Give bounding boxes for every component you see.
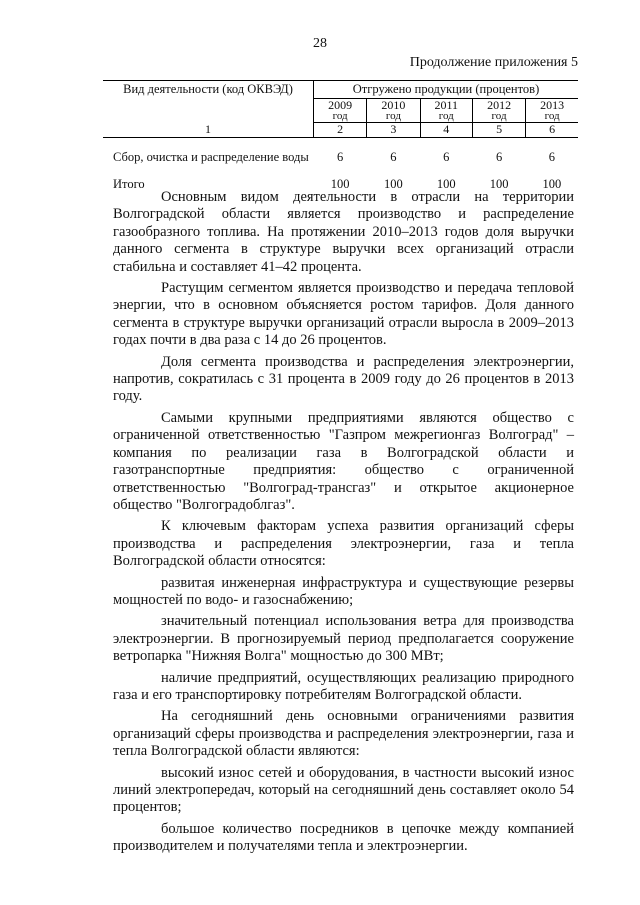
row-value: 100 <box>330 177 350 192</box>
year-unit: год <box>385 109 401 122</box>
column-number-row <box>103 122 578 137</box>
table-row <box>103 165 578 192</box>
paragraph: Самыми крупными предприятиями являются общество с ограниченной ответственностью "Газпром межрегионгаз Волгоград" – компания по реализации газа в Волгоградской области и газотранспортные предприятия: общество с ограниченной ответственностью "Волгоград-трансгаз" и открытое акционерное общество "Волгоградоблгаз". <box>113 409 574 513</box>
row-value: 6 <box>390 150 397 165</box>
column-number: 3 <box>367 122 420 137</box>
column-number: 1 <box>103 122 314 137</box>
year-unit: год <box>332 109 348 122</box>
row-value: 6 <box>548 150 555 165</box>
year-value: 2010 <box>381 98 406 113</box>
list-paragraph: высокий износ сетей и оборудования, в частности высокий износ линий электропередач, который на сегодняшний день составляет около 54 процентов; <box>113 764 574 816</box>
row-value: 6 <box>443 150 450 165</box>
row-name: Итого <box>113 177 145 192</box>
year-unit: год <box>438 109 454 122</box>
list-paragraph: значительный потенциал использования ветра для производства электроэнергии. В прогнозируемый период предполагается сооружение ветропарка "Нижняя Волга" мощностью до 300 МВт; <box>113 613 574 665</box>
year-header <box>526 99 578 122</box>
row-value: 100 <box>384 177 403 192</box>
column-number: 2 <box>314 122 367 137</box>
table-header-row <box>103 81 578 99</box>
table-row <box>103 137 578 165</box>
list-paragraph: развитая инженерная инфраструктура и существующие резервы мощностей по водо- и газоснабжению; <box>113 574 574 608</box>
year-unit: год <box>491 109 507 122</box>
shipment-table <box>103 80 578 192</box>
row-name: Сбор, очистка и распределение воды <box>113 150 309 165</box>
paragraph: Растущим сегментом является производство и передача тепловой энергии, что в основном объясняется ростом тарифов. Доля данного сегмента в структуре выручки организаций отрасли выросла в 2009–2013 годах почти в два раза с 14 до 26 процентов. <box>113 280 574 349</box>
column-number: 4 <box>420 122 472 137</box>
year-header <box>420 99 472 122</box>
appendix-continuation-label: Продолжение приложения 5 <box>409 55 578 70</box>
row-value: 100 <box>489 177 509 192</box>
row-value: 6 <box>337 150 344 165</box>
column-header-activity: Вид деятельности (код ОКВЭД) <box>103 81 314 123</box>
column-number: 5 <box>472 122 525 137</box>
year-unit: год <box>544 109 560 122</box>
paragraph: Основным видом деятельности в отрасли на территории Волгоградской области является производство и распределение газообразного топлива. На протяжении 2010–2013 годов доля выручки данного сегмента в структуре выручки всех организаций отрасли стабильна и составляет 41–42 процента. <box>113 189 574 275</box>
column-number: 6 <box>526 122 578 137</box>
list-paragraph: большое количество посредников в цепочке между компанией производителем и получателями тепла и электроэнергии. <box>113 820 574 855</box>
year-value: 2012 <box>487 98 512 113</box>
paragraph: Доля сегмента производства и распределения электроэнергии, напротив, сократилась с 31 процента в 2009 году до 26 процентов в 2013 году. <box>113 353 574 405</box>
column-header-shipped: Отгружено продукции (процентов) <box>314 81 579 99</box>
paragraph: На сегодняшний день основными ограничениями развития организаций сферы производства и распределения электроэнергии, газа и тепла Волгоградской области являются: <box>113 708 574 760</box>
year-header <box>367 99 420 122</box>
row-value: 100 <box>436 177 456 192</box>
year-header <box>314 99 367 122</box>
row-value: 6 <box>495 150 503 165</box>
paragraph: К ключевым факторам успеха развития организаций сферы производства и распределения электроэнергии, газа и тепла Волгоградской области относятся: <box>113 518 574 570</box>
page-number: 28 <box>313 36 327 51</box>
year-value: 2013 <box>540 98 565 113</box>
year-value: 2009 <box>328 98 353 113</box>
body-text <box>113 189 574 860</box>
year-header <box>472 99 525 122</box>
row-value: 100 <box>542 177 562 192</box>
year-value: 2011 <box>434 98 459 113</box>
list-paragraph: наличие предприятий, осуществляющих реализацию природного газа и его транспортировку потребителям Волгоградской области. <box>113 669 574 703</box>
